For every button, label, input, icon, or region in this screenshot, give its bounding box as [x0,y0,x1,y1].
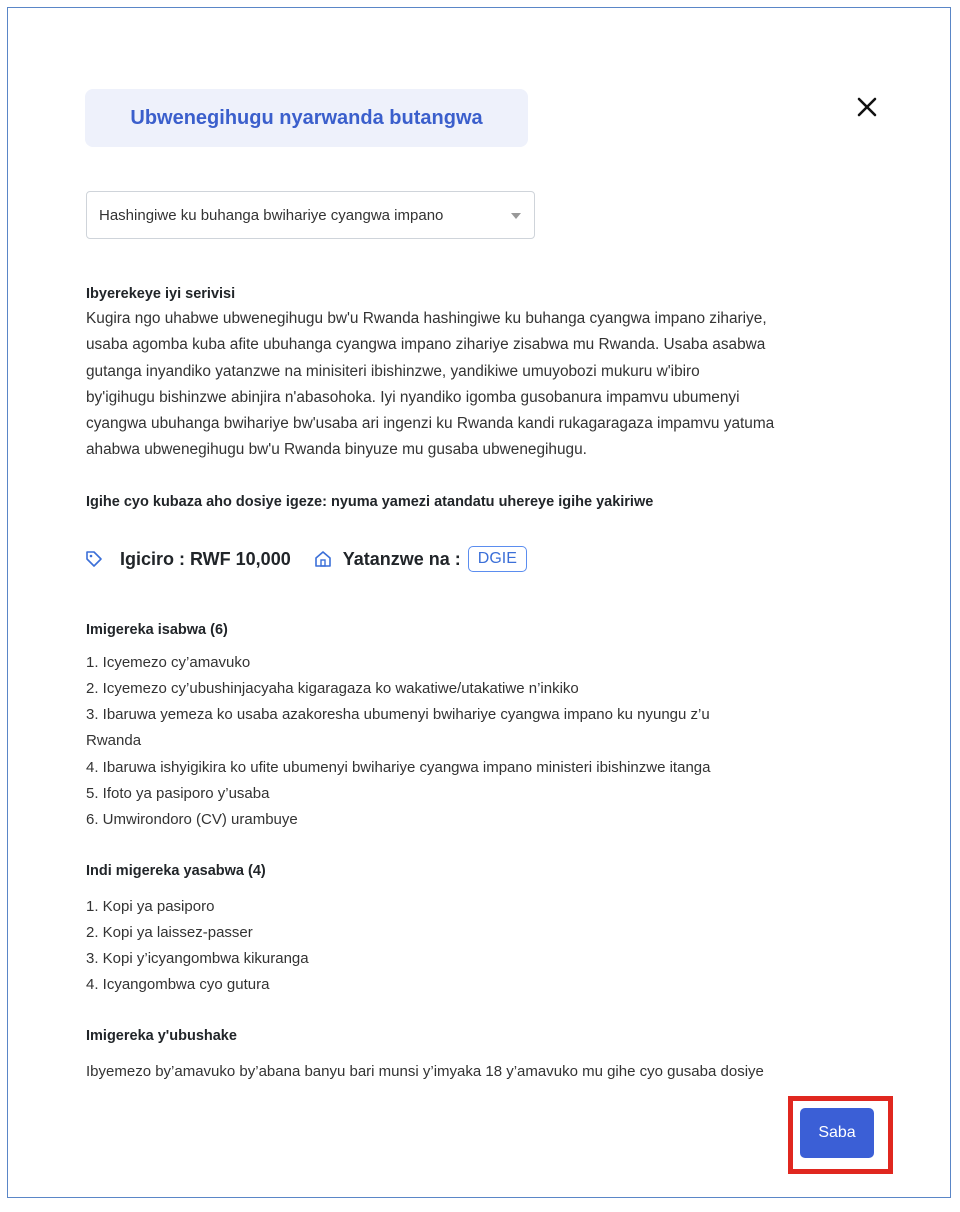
list-item: 4. Icyangombwa cyo gutura [86,976,270,993]
required-docs-heading: Imigereka isabwa (6) [86,622,228,638]
optional-docs-heading: Imigereka y'ubushake [86,1028,237,1044]
list-item: 5. Ifoto ya pasiporo y’usaba [86,785,270,802]
list-item: 3. Kopi y’icyangombwa kikuranga [86,950,309,967]
list-item: 3. Ibaruwa yemeza ko usaba azakoresha ubumenyi bwihariye cyangwa impano ku nyungu z’u [86,706,710,723]
list-item: Rwanda [86,732,142,749]
about-line: Kugira ngo uhabwe ubwenegihugu bw'u Rwanda hashingiwe ku buhanga cyangwa impano zihariye, [86,310,767,327]
price-row [84,542,527,576]
service-type-select[interactable] [86,191,535,239]
price-label: Igiciro : RWF 10,000 [120,548,291,569]
list-item: 2. Icyemezo cy’ubushinjacyaha kigaragaza ko wakatiwe/utakatiwe n’inkiko [86,680,579,697]
processing-time: Igihe cyo kubaza aho dosiye igeze: nyuma yamezi atandatu uhereye igihe yakiriwe [86,494,654,510]
about-line: usaba agomba kuba afite ubuhanga cyangwa impano zihariye zisabwa mu Rwanda. Usaba asabwa [86,336,766,354]
about-line: cyangwa ubuhanga bwihariye bw'usaba ari ingenzi ku Rwanda kandi rukagaragaza impamvu yatuma [86,415,775,433]
list-item: 2. Kopi ya laissez-passer [86,924,253,941]
about-heading: Ibyerekeye iyi serivisi [86,286,236,302]
select-value: Hashingiwe ku buhanga bwihariye cyangwa impano [99,206,444,224]
modal-title: Ubwenegihugu nyarwanda butangwa [130,106,483,129]
submit-button[interactable]: Saba [800,1108,874,1158]
about-line: by'igihugu bishinzwe abinjira n'abasohoka. Iyi nyandiko igomba gusobanura impamvu ubumenyi [86,388,740,406]
list-item: 1. Icyemezo cy’amavuko [86,654,251,671]
list-item: 1. Kopi ya pasiporo [86,898,215,915]
list-item: 6. Umwirondoro (CV) urambuye [86,811,298,828]
chevron-down-icon [511,213,521,219]
building-icon [313,549,333,569]
optional-docs-text: Ibyemezo by’amavuko by’abana banyu bari munsi y’imyaka 18 y’amavuko mu gihe cyo gusaba dosiye [86,1063,764,1080]
about-line: ahabwa ubwenegihugu bw'u Rwanda binyuze mu gusaba ubwenegihugu. [86,441,587,459]
list-item: 4. Ibaruwa ishyigikira ko ufite ubumenyi bwihariye cyangwa impano ministeri ibishinzwe itanga [86,759,711,776]
about-description [86,306,886,464]
issuer-badge: DGIE [468,546,527,572]
close-button[interactable] [853,93,881,121]
about-line: gutanga inyandiko yatanzwe na minisiteri ibishinzwe, yandikiwe umuyobozi mukuru w'ibiro [86,362,700,380]
service-title-pill [85,89,528,147]
other-docs-heading: Indi migereka yasabwa (4) [86,863,266,879]
tag-icon [84,549,104,569]
issuer-label: Yatanzwe na : [342,548,461,569]
close-icon [853,93,881,121]
modal-frame [7,7,951,1198]
